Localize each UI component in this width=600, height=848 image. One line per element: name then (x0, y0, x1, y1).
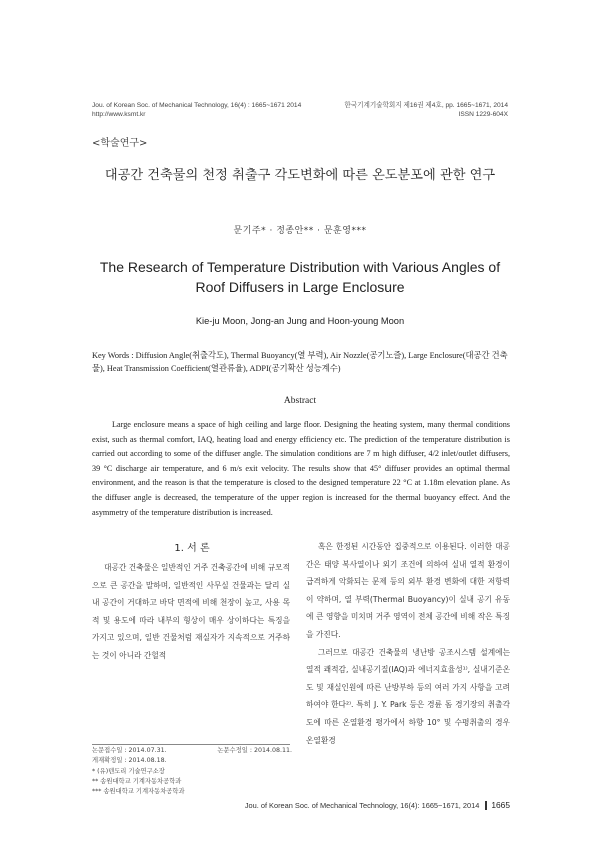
received-date: 논문접수일 : 2014.07.31. (92, 747, 167, 754)
keywords-block (92, 349, 512, 375)
article-category: <학술연구> (92, 138, 148, 149)
section-heading-introduction: 1. 서 론 (174, 543, 210, 554)
author-affiliation-3: *** 송원대학교 기계자동차공학과 (92, 788, 185, 796)
title-english-line2: Roof Diffusers in Large Enclosure (195, 279, 405, 295)
authors-korean: 문기주* · 정종안** · 문훈영*** (233, 226, 367, 236)
keywords-text: Diffusion Angle(취출각도), Thermal Buoyancy(열 부력), Air Nozzle(공기노즐), Large Enclosure(대공간 건축물), Heat Transmission Coefficient(열관류율), ADPI(공기확산 성능계수) (92, 351, 508, 373)
footnote-divider (92, 744, 290, 745)
footnotes-block (92, 746, 292, 797)
journal-url[interactable]: http://www.ksmt.kr (92, 111, 146, 118)
journal-citation: Jou. of Korean Soc. of Mechanical Technology, 16(4) : 1665~1671 2014 (92, 102, 302, 109)
paper-title-korean: 대공간 건축물의 천정 취출구 각도변화에 따른 온도분포에 관한 연구 (104, 168, 496, 183)
body-column-left (92, 559, 290, 665)
footer-separator (485, 801, 487, 810)
author-affiliation-1: * (유)텐도리 기술연구소장 (92, 767, 165, 775)
footnote-dates-row (92, 746, 292, 756)
footer-citation: Jou. of Korean Soc. of Mechanical Technology, 16(4): 1665~1671, 2014 (244, 800, 480, 810)
author-affiliation-2: ** 송원대학교 기계자동차공학과 (92, 777, 182, 785)
page-number: 1665 (491, 800, 510, 810)
intro-paragraph-1: 대공간 건축물은 일반적인 거주 건축공간에 비해 규모적으로 큰 공간을 말하며, 일반적인 사무실 건물과는 달리 실내 공간이 거대하고 바닥 면적에 비해 천장이 높고, 사용 목적 및 용도에 따라 내부의 형상이 매우 상이하다는 특징을 가지고 있으며, 일반 건물처럼 재실자가 지속적으로 거주하는 것이 아니라 간헐적 (92, 563, 290, 660)
revised-date: 논문수정일 : 2014.08.11. (217, 747, 292, 754)
intro-paragraph-2: 혹은 한정된 시간동안 집중적으로 이용된다. 이러한 대공간은 태양 복사열이나 외기 조건에 의하여 실내 열적 환경이 급격하게 악화되는 문제 등의 외부 환경 변화에 대한 저항력이 약하며, 열 부력(Thermal Buoyancy)이 실내 공기 유동에 큰 영향을 미치며 거주 영역이 전체 공간에 비해 작은 특징을 가진다. (306, 542, 510, 639)
abstract-body: Large enclosure means a space of high ceiling and large floor. Designing the heating system, many thermal conditions exist, such as thermal comfort, IAQ, heating load and energy efficiency etc. The prediction of the temperature distribution is carried out according to some of the diffuser angle. The simulation conditions are 7 m high diffuser, 4/2 inlet/outlet diffusers, 39 °C discharge air temperature, and 6 m/s exit velocity. The results show that 45° diffuser provides an optimal thermal environment, and the reason is that the temperature is closed to the designed temperature 22 °C at 1.18m elevation plane. As the diffuser angle is decreased, the temperature of the upper region is increased for the thermal buoyancy effect. And the asymmetry of the temperature distribution is increased. (92, 420, 510, 517)
authors-english: Kie-ju Moon, Jong-an Jung and Hoon-young Moon (195, 316, 405, 326)
journal-citation-korean: 한국기계기술학회지 제16권 제4호, pp. 1665~1671, 2014 (344, 102, 508, 109)
accepted-date: 게재확정일 : 2014.08.18. (92, 757, 167, 765)
journal-header-right (344, 101, 508, 119)
intro-paragraph-3: 그러므로 대공간 건축물의 냉난방 공조시스템 설계에는 열적 쾌적감, 실내공기질(IAQ)과 에너지효율성¹⁾, 실내기준온도 및 재실인원에 따른 난방부하 등의 여러 가지 사항을 고려하여야 한다²⁾. 특히 J. Y. Park 등은 경륜 돔 경기장의 취출각도에 따른 온열환경 평가에서 하향 10° 및 수평취출의 경우 온열환경 (306, 647, 510, 745)
journal-header-left (92, 101, 301, 119)
page-footer (245, 800, 510, 810)
abstract-heading: Abstract (283, 396, 317, 406)
body-column-right (306, 538, 510, 749)
paper-title-english (0, 257, 600, 297)
issn-number: ISSN 1229-604X (458, 111, 508, 118)
keywords-label: Key Words : (92, 351, 136, 360)
title-english-line1: The Research of Temperature Distribution with Various Angles of (99, 259, 501, 275)
